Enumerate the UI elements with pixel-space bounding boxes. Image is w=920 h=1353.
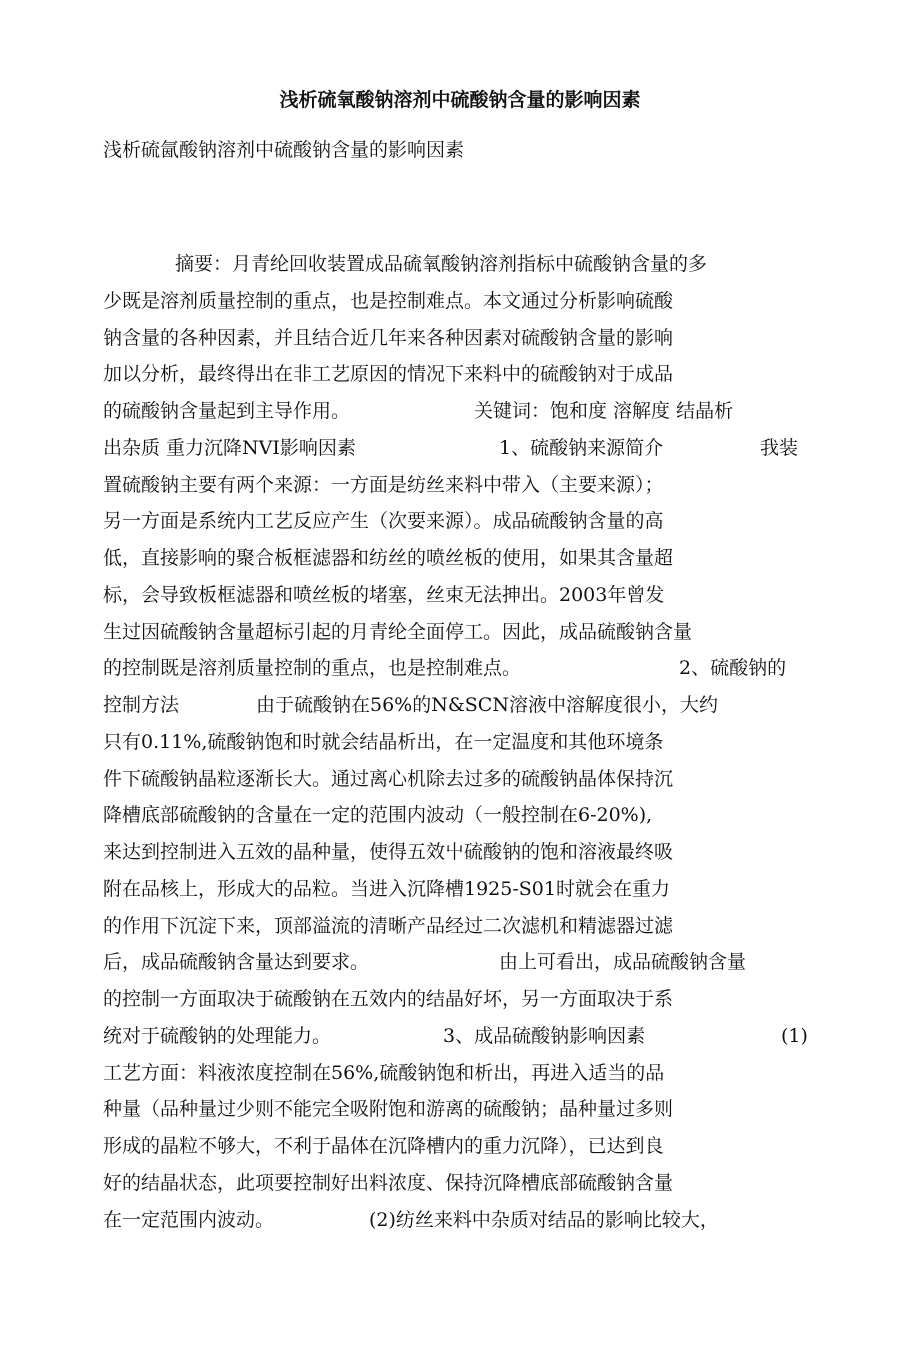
text-line	[103, 1018, 823, 1055]
text-line	[103, 871, 823, 908]
text-segment: 低，直接影响的聚合板框滤器和纺丝的喷丝板的使用，如果其含量超	[103, 547, 674, 569]
abstract-body	[103, 246, 823, 1238]
text-segment: 降槽底部硫酸钠的含量在一定的范围内波动（一般控制在6-20%),	[103, 804, 653, 827]
text-line	[103, 430, 823, 467]
text-segment: 另一方面是系统内工艺反应产生（次要来源）。成品硫酸钠含量的高	[103, 510, 664, 533]
text-line	[103, 908, 823, 945]
text-segment: 标，会导致板框滤器和喷丝板的堵塞，丝束无法抻出。2003年曾发	[103, 583, 665, 606]
text-line	[103, 503, 823, 540]
text-line	[103, 283, 823, 320]
text-line	[103, 1055, 823, 1092]
text-line	[103, 1091, 823, 1128]
text-segment: 的控制既是溶剂质量控制的重点，也是控制难点。	[103, 657, 522, 680]
text-line	[103, 724, 823, 761]
text-segment: 在一定范围内波动。	[103, 1208, 275, 1231]
text-line	[103, 834, 823, 871]
text-line	[103, 687, 823, 724]
text-segment: 置硫酸钠主要有两个来源：一方面是纺丝来料中带入（主要来源）；	[103, 473, 664, 496]
section-heading: 3、成品硫酸钠影响因素	[443, 1024, 646, 1047]
text-segment: 摘要：月青纶回收装置成品硫氧酸钠溶剂指标中硫酸钠含量的多	[175, 253, 708, 275]
keywords-segment: 关键词：饱和度 溶解度 结晶析	[474, 400, 734, 422]
text-segment: 由上可看出，成品硫酸钠含量	[499, 951, 747, 974]
document-subtitle: 浅析硫氤酸钠溶剂中硫酸钠含量的影响因素	[103, 139, 465, 161]
text-line	[103, 246, 823, 283]
text-line	[103, 467, 823, 504]
text-segment: (2)纺丝来料中杂质对结品的影响比较大，	[369, 1208, 719, 1231]
text-segment: 的硫酸钠含量起到主导作用。	[103, 400, 351, 422]
text-line	[103, 1202, 823, 1239]
text-line	[103, 944, 823, 981]
section-heading: 控制方法	[103, 694, 180, 716]
text-segment: 的作用下沉淀下来，顶部溢流的清晰产品经过二次滤机和精滤器过滤	[103, 914, 674, 937]
text-segment: 由于硫酸钠在56%的N&SCN溶液中溶解度很小，大约	[256, 694, 718, 716]
text-line	[103, 320, 823, 357]
text-segment: 生过因硫酸钠含量超标引起的月青纶全面停工。因此，成品硫酸钠含量	[103, 620, 693, 643]
text-segment: 工艺方面：料液浓度控制在56%,硫酸钠饱和析出，再进入适当的品	[103, 1061, 665, 1084]
text-line	[103, 393, 823, 430]
text-segment: 种量（品种量过少则不能完全吸附饱和游离的硫酸钠；晶种量过多则	[103, 1098, 674, 1121]
text-segment: 的控制一方面取决于硫酸钠在五效内的结晶好坏，另一方面取决于系	[103, 988, 674, 1010]
text-line	[103, 1128, 823, 1165]
text-line	[103, 1165, 823, 1202]
text-segment: 少既是溶剂质量控制的重点，也是控制难点。本文通过分析影响硫酸	[103, 289, 674, 312]
text-segment: 件下硫酸钠晶粒逐渐长大。通过离心机除去过多的硫酸钠晶体保持沉	[103, 767, 674, 790]
section-heading: 1、硫酸钠来源简介	[499, 436, 664, 459]
text-segment: 附在品核上，形成大的品粒。当进入沉降槽1925-S01时就会在重力	[103, 877, 670, 900]
text-line	[103, 981, 823, 1018]
text-segment: 来达到控制进入五效的晶种量，使得五效屮硫酸钠的饱和溶液最终吸	[103, 841, 674, 863]
text-line	[103, 614, 823, 651]
text-line	[103, 577, 823, 614]
text-segment: 我装	[760, 436, 799, 459]
text-segment: 加以分析，最终得出在非工艺原因的情况下来料中的硫酸钠对于成品	[103, 363, 674, 386]
text-line	[103, 761, 823, 798]
text-segment: 后，成品硫酸钠含量达到要求。	[103, 951, 370, 974]
text-segment: 统对于硫酸钠的处理能力。	[103, 1024, 332, 1047]
text-segment: 好的结晶状态，此项要控制好出料浓度、保持沉降槽底部硫酸钠含量	[103, 1171, 674, 1194]
text-line	[103, 650, 823, 687]
text-segment: 形成的晶粒不够大，不利于晶体在沉降槽内的重力沉降），已达到良	[103, 1135, 664, 1157]
text-line	[103, 540, 823, 577]
text-line	[103, 797, 823, 834]
text-segment: 出杂质 重力沉降NVI影响因素	[103, 436, 356, 459]
document-title: 浅析硫氧酸钠溶剂中硫酸钠含量的影响因素	[279, 89, 641, 111]
text-segment: 钠含量的各种因素，并且结合近几年来各种因素对硫酸钠含量的影响	[103, 326, 674, 349]
list-marker: (1)	[781, 1024, 808, 1047]
text-line	[103, 356, 823, 393]
section-heading: 2、硫酸钠的	[679, 657, 787, 680]
text-segment: 只有0.11%,硫酸钠饱和时就会结晶析出，在一定温度和其他环境条	[103, 730, 664, 753]
